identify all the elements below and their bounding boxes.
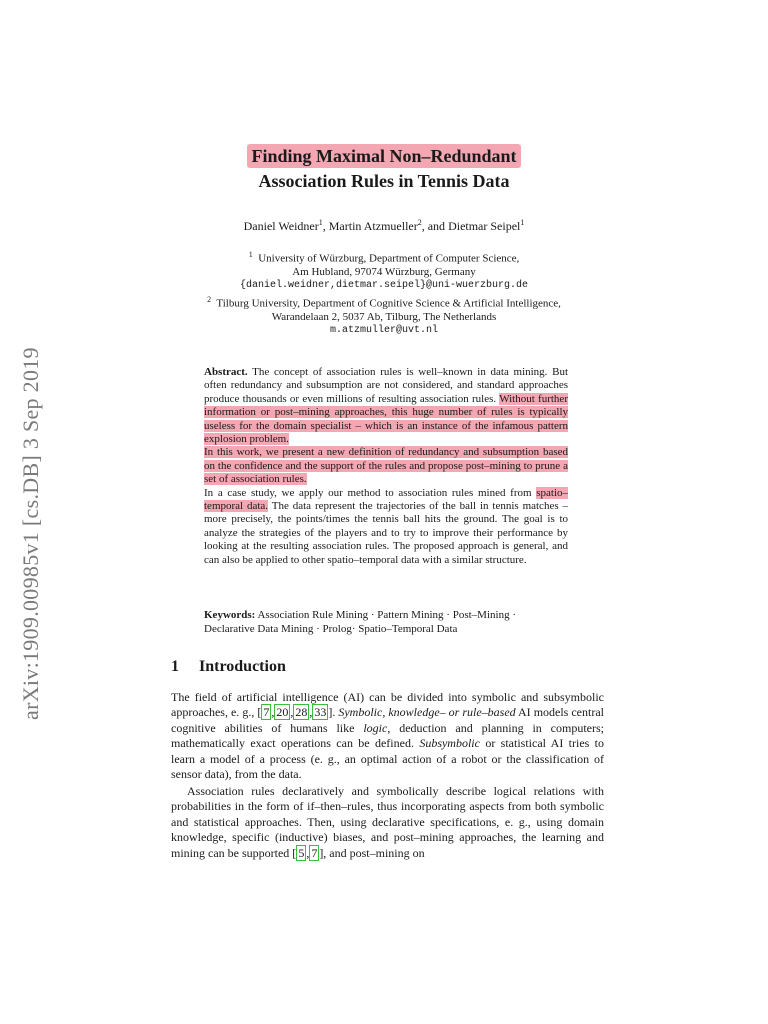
abstract: Abstract. The concept of association rules is well–known in data mining. But often redundancy and subsumption are not considered, and standard approaches produce thousands or even millions of resulting association rules. Without further information or post–mining approaches, this huge number of rules is typically useless for the domain specialist – which is an instance of the infamous pattern explosion problem. In this work, we present a new definition of redundancy and subsumption based on the confidence and the support of the rules and propose post–mining to prune a set of association rules. In a case study, we apply our method to association rules mined from spatio–temporal data. The data represent the trajectories of the ball in tennis matches – more precisely, the points/times the tennis ball hits the ground. The goal is to analyze the strategies of the players and to try to improve their performance by looking at the resulting association rules. The proposed approach is general, and can also be applied to other spatio–temporal data with a similar structure. bbox=[204, 366, 569, 566]
affiliation-2: $^2$ Tilburg University, Department of Cognitive Science & Artificial Intelligence, Warandelaan 2, 5037 Ab, Tilburg, The Netherlands m.atzmuller@uvt.nl bbox=[0, 293, 768, 337]
email-address: {daniel.weidner,dietmar.seipel}@uni-wuerzburg.de bbox=[239, 279, 529, 291]
author-name: Daniel Weidner bbox=[243, 219, 319, 233]
intro-paragraph-2: Association rules declaratively and symbolically describe logical relations with probabilities in the form of if–then–rules, thus incorporating aspects from both symbolic and statistical approaches. Then, using declarative specifications, e. g., using domain knowledge, specific (inductive) biases, and post–mining approaches, the learning and mining can be supported [ 5 , 7 ], and post–mining on bbox=[171, 784, 604, 860]
abstract-highlight: spatio–temporal data. bbox=[204, 486, 569, 513]
abstract-highlight: In this work, we present a new definition of redundancy and subsumption based on the confidence and the support of the rules and propose post–mining to prune a set of association rules. bbox=[204, 446, 568, 486]
intro-paragraph-1: The field of artificial intelligence (AI) can be divided into symbolic and subsymbolic approaches, e. g., [ 7 , 20 , 28 , 33 ]. Symbolic, knowledge– or rule–based AI models central cognitive abilities of humans like logic, deduction and planning in computers; mathematically exact operations can be defined. Subsymbolic or statistical AI tries to learn a model of a process (e. g., an optimal action of a robot or the classification of sensor data), from the data. bbox=[171, 690, 605, 782]
author-affil-mark: 1 bbox=[318, 218, 323, 227]
arxiv-identifier: arXiv:1909.00985v1 [cs.DB] 3 Sep 2019 bbox=[18, 347, 43, 720]
email-address: m.atzmuller@uvt.nl bbox=[329, 324, 439, 336]
section-number: 1 bbox=[171, 658, 179, 675]
citation-link[interactable]: 5 bbox=[298, 845, 305, 860]
citation-link[interactable]: 20 bbox=[276, 705, 289, 720]
abstract-highlight: Without further information or post–mining approaches, this huge number of rules is typically useless for the domain specialist – which is an instance of the infamous pattern explosion problem. bbox=[204, 392, 568, 446]
paper-title-line1 bbox=[0, 146, 768, 167]
keywords-label: Keywords: bbox=[204, 609, 256, 621]
author-affil-mark: 2 bbox=[417, 218, 422, 227]
keywords: Keywords: Association Rule Mining · Pattern Mining · Post–Mining · Declarative Data Mining · Prolog· Spatio–Temporal Data bbox=[204, 609, 516, 635]
title-highlight: Finding Maximal Non–Redundant bbox=[247, 144, 520, 168]
citation-link[interactable]: 33 bbox=[314, 705, 327, 720]
author-list: Daniel Weidner$^1$, Martin Atzmueller$^2$, and Dietmar Seipel$^1$ bbox=[243, 218, 525, 233]
paper-title-line2: Association Rules in Tennis Data bbox=[258, 171, 510, 191]
author-name: Dietmar Seipel bbox=[448, 219, 521, 233]
section-heading bbox=[171, 658, 286, 676]
author-name: Martin Atzmueller bbox=[328, 219, 418, 233]
citation-link[interactable]: 7 bbox=[311, 845, 318, 860]
section-title: Introduction bbox=[199, 658, 286, 675]
affiliation-1: $^1$ University of Würzburg, Department of Computer Science, Am Hubland, 97074 Würzburg, Germany {daniel.weidner,dietmar.seipel}@uni-wuerzburg.de bbox=[0, 248, 768, 292]
citation-link[interactable]: 28 bbox=[295, 705, 308, 720]
citation-link[interactable]: 7 bbox=[263, 705, 270, 720]
abstract-label: Abstract. bbox=[204, 366, 248, 378]
author-affil-mark: 1 bbox=[520, 218, 525, 227]
